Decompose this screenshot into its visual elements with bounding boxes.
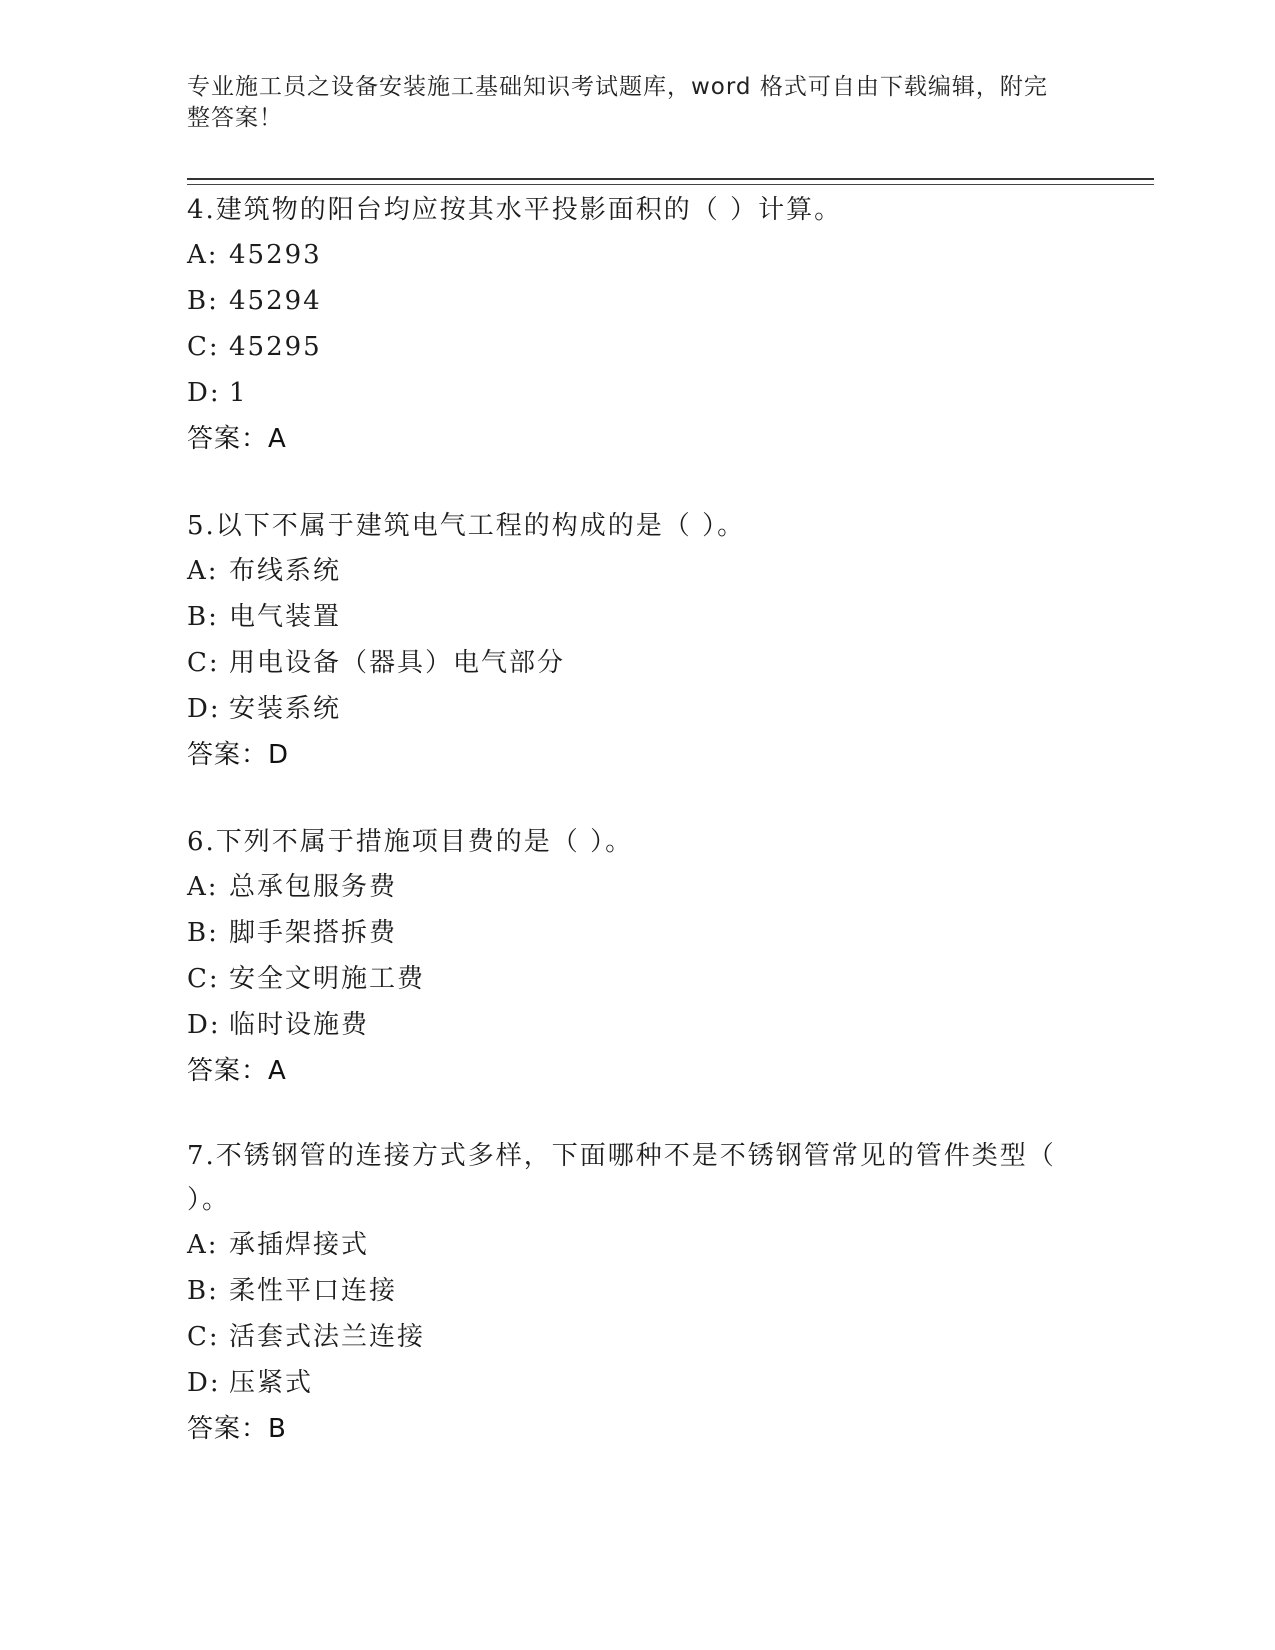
question-block <box>187 1134 1057 1452</box>
option-key: C: <box>187 964 220 994</box>
option-text: 电气装置 <box>229 602 342 632</box>
option-text: 柔性平口连接 <box>229 1276 398 1306</box>
option-key: A: <box>187 556 219 586</box>
option-key: C: <box>187 332 220 362</box>
option-c <box>187 1314 1057 1360</box>
option-key: B: <box>187 602 219 632</box>
option-text: 活套式法兰连接 <box>229 1322 426 1352</box>
option-text: 布线系统 <box>229 556 342 586</box>
option-key: D: <box>187 378 221 408</box>
option-text: 45294 <box>229 286 322 316</box>
option-a <box>187 548 1087 594</box>
option-text: 脚手架搭拆费 <box>229 918 398 948</box>
option-a <box>187 864 1087 910</box>
option-text: 压紧式 <box>229 1368 314 1398</box>
question-block <box>187 188 1087 462</box>
option-d <box>187 1360 1057 1406</box>
option-c <box>187 324 1087 370</box>
option-text: 承插焊接式 <box>229 1230 370 1260</box>
option-b <box>187 594 1087 640</box>
option-a <box>187 1222 1057 1268</box>
option-key: C: <box>187 1322 220 1352</box>
question-block <box>187 504 1087 778</box>
option-text: 总承包服务费 <box>229 872 398 902</box>
option-d <box>187 1002 1087 1048</box>
option-text: 1 <box>229 378 248 408</box>
option-text: 安全文明施工费 <box>229 964 426 994</box>
option-text: 45295 <box>229 332 322 362</box>
header-divider-thick <box>187 178 1154 180</box>
question-block <box>187 820 1087 1094</box>
question-stem: 6.下列不属于措施项目费的是（ ）。 <box>187 827 634 857</box>
option-key: A: <box>187 872 219 902</box>
option-text: 临时设施费 <box>229 1010 370 1040</box>
option-key: D: <box>187 1368 221 1398</box>
option-c <box>187 956 1087 1002</box>
option-b <box>187 278 1087 324</box>
header-divider-thin <box>187 184 1154 185</box>
question-stem: 5.以下不属于建筑电气工程的构成的是（ ）。 <box>187 511 746 541</box>
option-key: A: <box>187 240 219 270</box>
answer-line: 答案：B <box>187 1414 287 1444</box>
option-b <box>187 910 1087 956</box>
option-key: B: <box>187 918 219 948</box>
option-text: 安装系统 <box>229 694 342 724</box>
option-key: C: <box>187 648 220 678</box>
option-d <box>187 686 1087 732</box>
option-b <box>187 1268 1057 1314</box>
document-header: 专业施工员之设备安装施工基础知识考试题库，word 格式可自由下载编辑，附完整答案！ <box>187 74 1048 131</box>
option-d <box>187 370 1087 416</box>
answer-line: 答案：A <box>187 424 287 454</box>
option-text: 45293 <box>229 240 322 270</box>
question-stem: 7.不锈钢管的连接方式多样，下面哪种不是不锈钢管常见的管件类型（ ）。 <box>187 1141 1056 1215</box>
option-key: B: <box>187 1276 219 1306</box>
question-stem: 4.建筑物的阳台均应按其水平投影面积的（ ）计算。 <box>187 195 843 225</box>
answer-line: 答案：A <box>187 1056 287 1086</box>
option-key: A: <box>187 1230 219 1260</box>
option-key: D: <box>187 694 221 724</box>
option-c <box>187 640 1087 686</box>
option-key: D: <box>187 1010 221 1040</box>
option-key: B: <box>187 286 219 316</box>
answer-line: 答案：D <box>187 740 290 770</box>
option-a <box>187 232 1087 278</box>
option-text: 用电设备（器具）电气部分 <box>229 648 566 678</box>
